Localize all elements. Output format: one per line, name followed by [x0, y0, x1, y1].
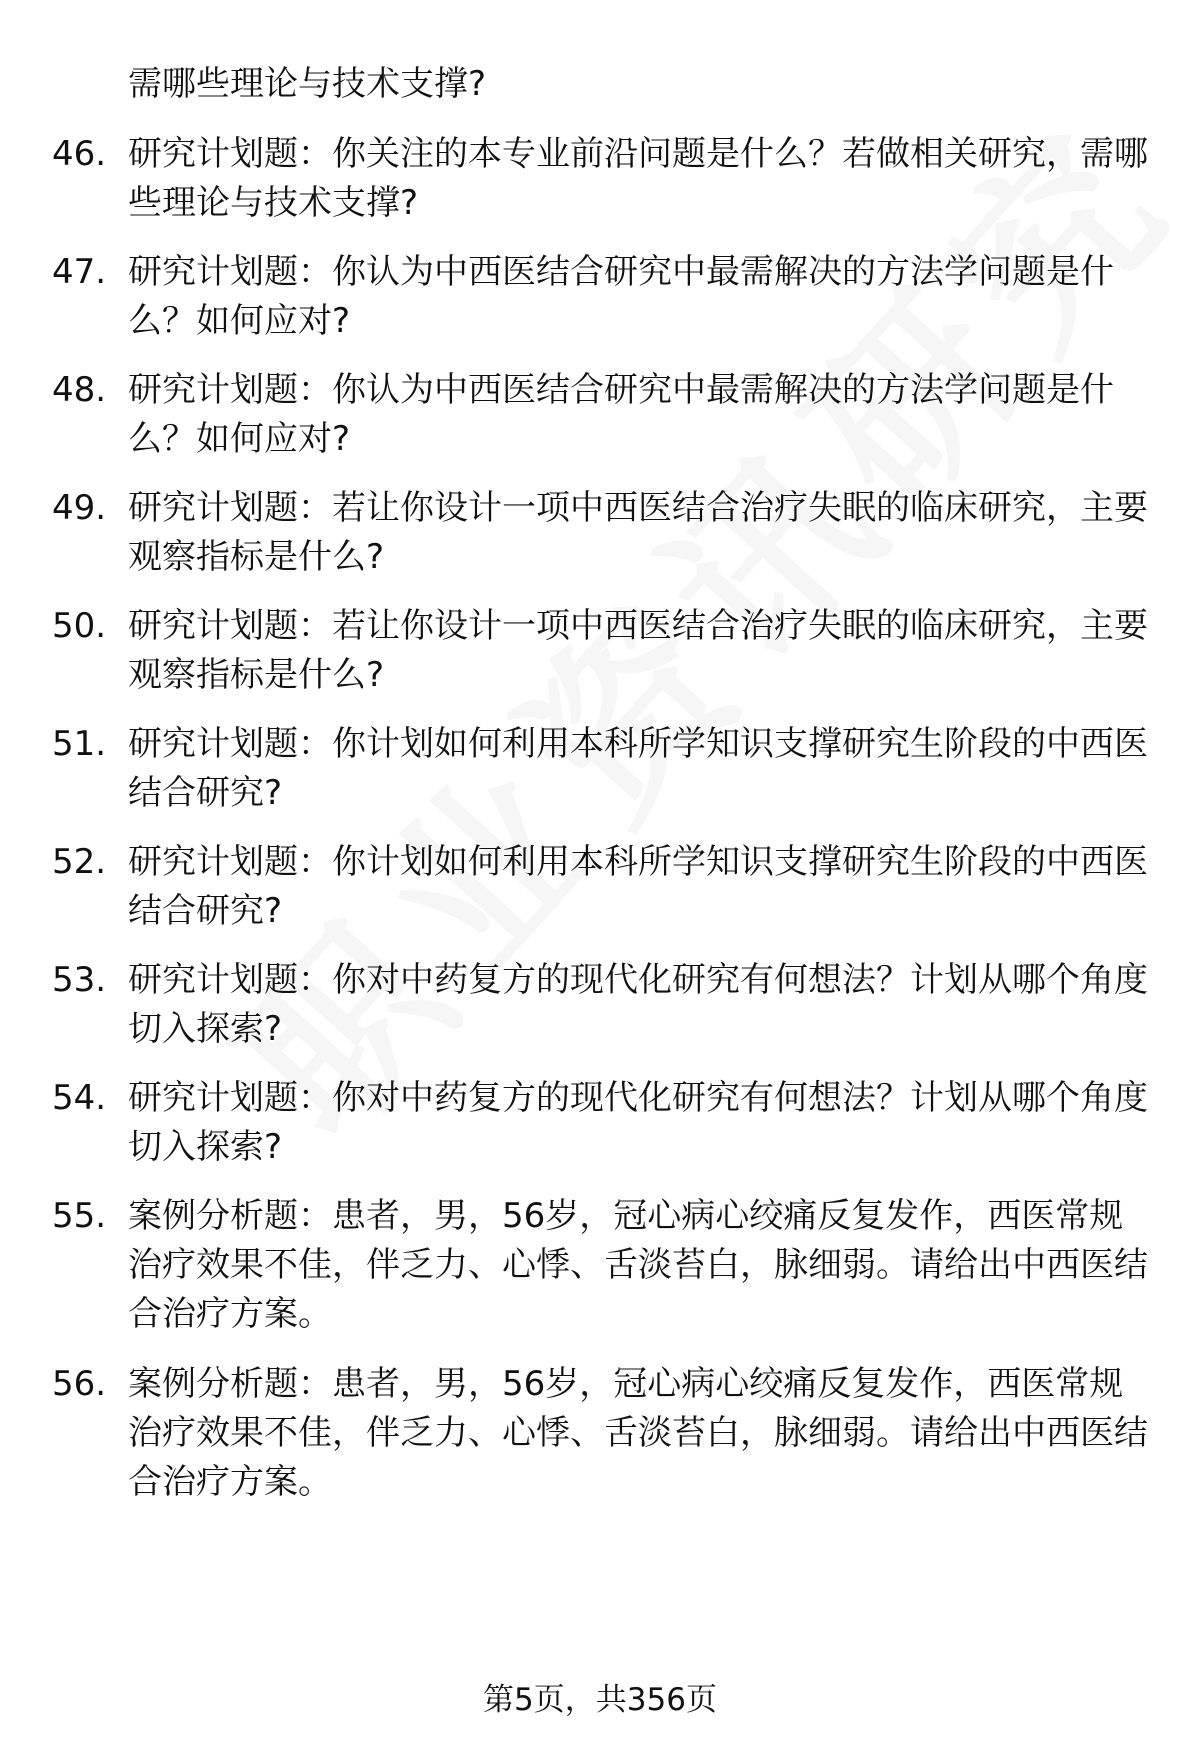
question-number: 53.: [52, 960, 107, 1000]
question-item-56: [52, 1360, 1150, 1507]
question-number: 46.: [52, 134, 107, 174]
question-text: 案例分析题：患者，男，56岁，冠心病心绞痛反复发作，西医常规治疗效果不佳，伴乏力、心悸、舌淡苔白，脉细弱。请给出中西医结合治疗方案。: [128, 1196, 1148, 1334]
question-text: 研究计划题：若让你设计一项中西医结合治疗失眠的临床研究，主要观察指标是什么?: [128, 488, 1148, 577]
question-item-49: [52, 484, 1150, 582]
question-item-47: [52, 248, 1150, 346]
question-number: 55.: [52, 1196, 107, 1236]
question-item-55: [52, 1192, 1150, 1339]
question-number: 49.: [52, 488, 107, 528]
question-text: 研究计划题：你认为中西医结合研究中最需解决的方法学问题是什么？如何应对?: [128, 370, 1114, 459]
question-text: 研究计划题：你认为中西医结合研究中最需解决的方法学问题是什么？如何应对?: [128, 252, 1114, 341]
question-item-50: [52, 602, 1150, 700]
question-number: 48.: [52, 370, 107, 410]
question-item-51: [52, 720, 1150, 818]
continuation-text: 需哪些理论与技术支撑?: [128, 64, 487, 104]
question-text: 研究计划题：你计划如何利用本科所学知识支撑研究生阶段的中西医结合研究?: [128, 724, 1148, 813]
question-text: 研究计划题：你对中药复方的现代化研究有何想法？计划从哪个角度切入探索?: [128, 960, 1148, 1049]
question-item-53: [52, 956, 1150, 1054]
question-number: 56.: [52, 1364, 107, 1404]
question-number: 50.: [52, 606, 107, 646]
question-text: 案例分析题：患者，男，56岁，冠心病心绞痛反复发作，西医常规治疗效果不佳，伴乏力、心悸、舌淡苔白，脉细弱。请给出中西医结合治疗方案。: [128, 1364, 1148, 1502]
question-item-48: [52, 366, 1150, 464]
question-text: 研究计划题：你对中药复方的现代化研究有何想法？计划从哪个角度切入探索?: [128, 1078, 1148, 1167]
question-text: 研究计划题：若让你设计一项中西医结合治疗失眠的临床研究，主要观察指标是什么?: [128, 606, 1148, 695]
question-item-46: [52, 130, 1150, 228]
question-number: 54.: [52, 1078, 107, 1118]
question-number: 52.: [52, 842, 107, 882]
question-item-54: [52, 1074, 1150, 1172]
question-text: 研究计划题：你计划如何利用本科所学知识支撑研究生阶段的中西医结合研究?: [128, 842, 1148, 931]
question-text: 研究计划题：你关注的本专业前沿问题是什么？若做相关研究，需哪些理论与技术支撑?: [128, 134, 1148, 223]
question-number: 51.: [52, 724, 107, 764]
question-number: 47.: [52, 252, 107, 292]
question-item-52: [52, 838, 1150, 936]
page-footer: 第5页，共356页: [483, 1682, 717, 1718]
